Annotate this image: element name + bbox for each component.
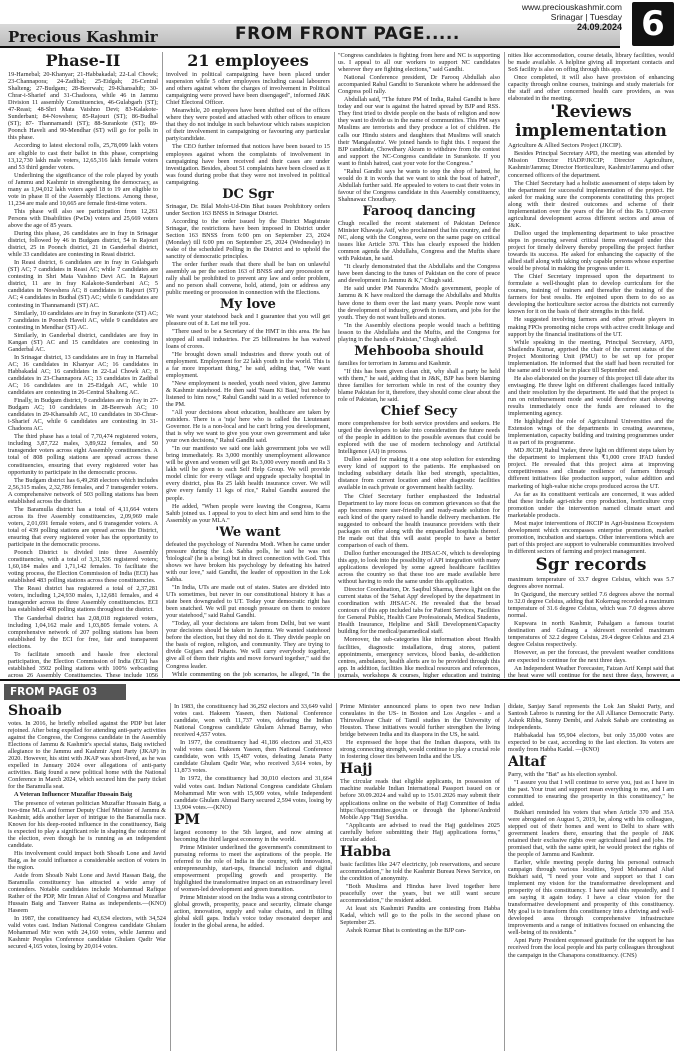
paragraph: Agriculture & Allied Sectors Project (JKCIP). (508, 142, 623, 150)
paragraph: "Rahul Gandhi says he wants to stop the shop of hatred, he would do it in words that we want to sink the boat of hatred", Abdullah further said. He appealed to voters to cast their votes in favour of the Congress candidate in this Assembly constituency, Shahnawaz Choudhary. (338, 167, 500, 203)
paragraph: The order further reads that there shall be ban on unlawful assembly as per the section 163 of BNSS and any procession or rally shall be prohibited to prevent any law and order problem, and no person shall convene, hold, attend, join or address any public meeting or procession in connection with the Elections. (166, 261, 330, 297)
headline-phase-2: Phase-II (45, 52, 121, 70)
paragraph: Srinagar, Dr. Bilal Mohi-Ud-Din Bhat issues Prohibitory orders under Section 163 BNSS in Srinagar District. (166, 202, 330, 217)
paragraph: Besides Principal Secretary APD, the meeting was attended by Mission Director HADP/JKCIP; Director Agriculture, Kashmir/Jammu; Director Horticulture, Kashmir/Jammu and other concerned officers of the department. (508, 150, 674, 179)
bottom-column-2 (174, 703, 332, 1051)
paragraph: "Both Muslims and Hindus have lived together here peacefully over the years, but we still want secure accommodation," the resident added. (340, 882, 500, 905)
paragraph: To facilitate smooth and hassle free electoral participation, the Election Commission of India (ECI) has established 3502 polling stations with 100% webcasting across 26 Assembly Constituencies. These include 1056 (8, 650, 158, 678)
paragraph: At least six Kashmiri Pandits are contesting from Habba Kadal, which will go to the polls in the second phase on September 25. (340, 905, 500, 927)
paragraph: The CEO further informed that notices have been issued to 15 employees against whom the complaints of involvement in campaigning have been received and their cases are under investigation. Besides, about 51 complaints have been closed as it was found during probe that they were not involved in political campaigning. (166, 143, 330, 186)
paragraph: In 1987, the constituency had 43,634 electors, with 34,524 valid votes cast. Indian National Congress candidate Ghulam Mohammad Mir won with 24,160 votes, while Jammu and Kashmir Peoples Conference candidate Ghulam Qadir War secured 4,165 votes, losing by 20,014 votes. (8, 915, 166, 951)
paragraph: However, as per the forecast, the prevalent weather conditions are expected to continue for the next three days. (508, 649, 674, 664)
paragraph: This phase will also see participation from 12,261 Persons with Disabilities (PwDs) voters and 25,669 voters above the age of 85 years. (8, 207, 158, 229)
paragraph: He added, "When people were leaving the Congress, Karra Sahib joined us. I appeal to you to elect him and send him to the Assembly as your MLA." (166, 502, 330, 524)
masthead (0, 0, 680, 50)
paragraph: defeated the psychology of Narendra Modi. When he came under pressure during the Lok Sabha polls, he said he was not 'biological' (he is a being) but in direct connection with God. This shows we have broken his psychology by defeating his hatred with our love," said Gandhi, the leader of opposition in the Lok Sabha. (166, 540, 330, 583)
paragraph: Dulloo asked for making it a one stop solution for extending every kind of support to the patients. He emphasised on including subsidiary details like bed strength, specialities, distance from current location and other diagnostic facilities available in each private or government health facility. (338, 456, 500, 492)
headline-hajj: Hajj (340, 761, 373, 778)
paragraph: Abdullah said, "The future PM of India, Rahul Gandhi is here today and our war is against the hatred spread by BJP and RSS. They first tried to divide people on the basis of religion and now they want to divide us in the name of communities. This PM says Muslims are terrorists and they produce a lot of children. He calls our Hindu sisters and daughters that Muslims will snatch their 'Mangalsutra'. We joined hands to fight this. I request the BJP candidate, Chowdhary Akram to withdraw from the contest and support the NC-Congress candidate in Surankote. If you want to finish hatred, cast your vote for the Congress." (338, 96, 500, 167)
paragraph: In 1972, the constituency had 30,010 electors and 31,664 valid votes cast. Indian National Congress candidate Ghulam Mohammad Mir won with 15,909 votes, while Independent candidate Ghulam Ahmad Barry secured 2,594 votes, losing by 13,904 votes.—(KNO) (174, 775, 332, 811)
paragraph: He suggested involving farmers and other private players in making FPOs promoting niche crops with active credit linkage and support by the financial institutions of the UT. (508, 316, 674, 338)
paragraph: Dulloo further encouraged the JHSAC-N, which is developing this app, to look into the possibility of API integration with many applications developed by some agreed healthcare facilities across the country so that these too are made available here without having to redo the same under this application. (338, 549, 500, 586)
brand-name: Precious Kashmir (8, 28, 158, 46)
paragraph: In 1977, the constituency had 41,186 electors and 31,433 valid votes cast. Hakeem Yaseen, then National Conference candidate, won with 15,487 votes, defeating Janata Party candidate Ghulam Qadir War, who received 3,614 votes, by 11,873 votes. (174, 739, 332, 775)
headline-we-want: 'We want (215, 524, 281, 540)
paragraph: Prime Minister stood on the India was a strong contributor to global growth, prosperity, peace and security, climate change action, innovation, supply and value chains, and in filling global skill gaps. India's voice today resonated deeper and louder in the global arena, he added. (174, 894, 332, 930)
paragraph: The Chief Secretary had a holistic assessment of steps taken by the department for successful implementation of the project. He asked for making sure the components constituting this project along with their desired outcomes and scheme of their implementation over the years of the life of this Rs 1,000-crore agricultural development across different sectors and areas of J&K. (508, 179, 674, 229)
paragraph: Poonch District is divided into three Assembly constituencies, with a total of 3,31,536 registered voters; 1,60,184 males and 1,71,142 females. To facilitate the voting process, the Election Commission of India (ECI) has established 483 polling stations across these constituencies. (8, 549, 158, 585)
paragraph: Bukhari reminded his voters that when Article 370 and 35A were abrogated on August 5, 2019, he, along with his colleagues, stepped out of their homes and went to Delhi to share with government leaders there, ensuring that the people of J&K retained their exclusive rights over agricultural land and jobs. He promised that, with the same spirit, he would protect the rights of the people of Jammu and Kashmir. (508, 808, 674, 858)
paragraph: Apni Party President expressed gratitude for the support he has received from the local people and his party colleagues throughout the campaign in the Chanapora constituency. (CNS) (508, 937, 674, 959)
paragraph: Kupwara in north Kashmir, Pahalgam a famous tourist destination and Gulmarg a skiresort recorded maximum temperatures of 32.2 degree Celsius, 29.4 degree Celsius and 23.4 degree Celsius respectively. (508, 620, 674, 649)
paragraph: Earlier, while meeting people during his personal outreach campaign through various localities, Syed Mohammad Altaf Bukhari said, "I need your vote and support so that I can implement my vision for the transformative development and prosperity of this constituency. I have said this repeatedly, and I am saying it again today. I have a clear vision for the transformative development and prosperity of this constituency. My goal is to transform this constituency into a thriving and well-developed area through comprehensive infrastructure improvements and a range of initiatives focused on enhancing the well-being of its residents." (508, 858, 674, 937)
subheading: A Veteran Influencer Muzaffar Hussain Baig (14, 791, 133, 799)
paragraph: In Qazigund, the mercury settled 7.6 degrees above the normal to 32.0 degree Celsius, adding that Kokernag recorded a maximum temperature of 31.6 degree Celsius, which was 7.0 degrees above normal. (508, 591, 674, 620)
paragraph: 19-Harnebal; 20-Khanyar; 21-Habbakadal; 22-Lal Chowk; 23-Channapora; 24-Zadibal; 25-Eidgah; 26-Central Shalteng; 27-Budgam; 28-Beerwah; 29-Khansahib; 30-Chrar-i-Sharief and 31-Chadoora, while 46 in Jammu Division 11 assembly Constituencies, 46-Gulabgarh (ST); 47-Reasi; 48-Shri Mata Vaishno Devi; 83-Kalakote- Sunderbani; 84-Nowshera; 85-Rajouri (ST); 86-Budhal (ST); 87- Thannamandi (ST); 88-Surankote (ST); 89-Poonch Haveli and 90-Mendhar (ST) will go for polls in this phase. (8, 71, 158, 142)
paragraph: Habbakadal has 95,904 electors, but only 35,000 votes are expected to be cast, according to the last election. Its voters are mostly from Habba Kadal. —(KNO) (508, 732, 674, 754)
bottom-column-3 (340, 703, 500, 1051)
paragraph: In 1983, the constituency had 36,292 electors and 33,649 valid votes cast. Hakeem Yaseen, then National Conference candidate, won with 11,737 votes, defeating the Indian National Congress candidate Ghulam Ahmad Barray, who received 4,557 votes. (174, 703, 332, 739)
website: www.preciouskashmir.com (521, 2, 622, 12)
paragraph: He highlighted the role of Agricultural Universities and the Extension wings of the departments in creating awareness, implementation, capacity building and training programmes under it as part of its programme. (508, 418, 674, 447)
paragraph: families for terrorism in Jammu and Kashmir. (338, 359, 452, 367)
paragraph: An Independent Weather Forecaster, Faizan Arif Kenpi said that the heat wave will continue for the next three days, however, a (508, 664, 674, 678)
paragraph: didate, Sanjay Saraf represents the Lok Jan Shakti Party, and Santosh Labroo is running for the All Alliance Democratic Party. Ashok Ribha, Sunny Dembi, and Ashok Sahab are contesting as independents. (508, 703, 674, 732)
paragraph: largest economy to the 5th largest, and now aiming at becoming the third largest economy in the world. (174, 828, 332, 843)
headline-sgr-records: Sgr records (535, 555, 647, 575)
paragraph: Ashok Kumar Bhat is contesting as the BJP can- (346, 927, 467, 935)
column-3 (338, 52, 500, 678)
paragraph: While commenting on the job scenarios, he alleged, "In the (172, 670, 330, 678)
paragraph: The Baramulla district has a total of 4,11,664 voters across its five Assembly constituencies, 2,09,969 male voters, 2,01,691 female voters, and 6 transgender voters. A total of 439 polling stations are spread across the District, ensuring that every registered voter has the opportunity to participate in the democratic process. (8, 505, 158, 549)
paragraph: "If this has been given clean chit, why shall a party be held with them," he said, adding that in J&K, BJP has been blaming three families for terrorism while in rest of the country they blame Pakistan for it, therefore, they should come clear about the role of Pakistan, he said. (338, 367, 500, 404)
paragraph: The Reasi district has registered a total of 2,37,281 voters, including 1,24,930 males, 1,12,681 females, and 4 transgender across its three Assembly constituencies. ECI has established 408 polling stations throughout the district. (8, 585, 158, 614)
paragraph: His involvement could impact both Shoaib Lone and Javid Baig, as he could influence a considerable section of voters in the region. (8, 849, 166, 871)
paragraph: "New employment is needed, youth need vision, give Jammu & Kashmir statehood. He then said 'Naam Ki Baat,' but nobody listened to him now," Rahul Gandhi said in a veiled reference to the PM. (166, 379, 330, 408)
paragraph: Parry, with the "Bat" as his election symbol. (508, 771, 618, 779)
headline-pm: PM (174, 811, 201, 828)
headline-reviews-implementation: 'Reviews implementation (515, 102, 667, 142)
paragraph: He expressed the hope that the Indian diaspora, with its strong connecting strength, would continue to play a crucial role in fostering closer ties between India and the US. (340, 739, 500, 761)
paragraph: He said under PM Narendra Modi's government, people of Jammu & K have realized the damage the Abdullahs and Muftis have done to them over the last many years. People now want the development of industry, growth in tourism, and jobs for the youth. They do not want bullets and stones. (338, 285, 500, 321)
bottom-column-1 (8, 703, 166, 1051)
column-rule (504, 703, 505, 1051)
column-rule (504, 52, 505, 678)
paragraph: In Srinagar district, 13 candidates are in fray in Harnebal AC; 16 candidates in Khanyar AC; 16 candidates in Habbakadal AC; 16 candidates in 22-Lal Chowk AC; 8 candidates in 23-Channapora AC; 13 candidates in Zadibal AC; 16 candidates are in 25-Eidgah AC, while 10 candidates are contesting in 26-Central Shalteng AC. (8, 353, 158, 397)
paragraph: According to the order issued by the District Magistrate Srinagar, the restrictions have been imposed in District under Section 163 BNSS from 6:00 pm on September 23, 2024 (Monday) till 6:00 pm on September 25, 2024 (Wednesday) in wake of the scheduled Polling in the District and to uphold the sanctity of democratic principles. (166, 217, 330, 261)
headline-my-love: My love (220, 297, 276, 313)
paragraph: He also elaborated on the journey of this project till date after its envisaging. He threw light on different challenges faced initially and their resolution by the department. He said that the project is run on reimbursement mode and would therefore start showing results immediately once the funds are released to the implementing agency. (508, 374, 674, 418)
paragraph: While speaking in the meeting, Principal Secretary, APD, Shailendra Kumar, apprised the chair of the current status of the Project Monitoring Unit (PMU) to be set up for proper implementation. He informed that the staff had been recruited for the same and it would be in place till September end. (508, 338, 674, 374)
headline-shoaib: Shoaib (8, 703, 62, 719)
paragraph: We want your statehood back and I guarantee that you will get pleasure out of it. Let me tell you. (166, 313, 330, 328)
paragraph: According to latest electoral rolls, 25,78,099 lakh voters are eligible to cast their ballot in this phase, comprising 13,12,730 lakh male voters, 12,65,316 lakh female voters and 53 third gender voters. (8, 142, 158, 171)
paragraph: During this phase, 26 candidates are in fray in Srinagar district, followed by 46 in Budgam district, 54 in Rajouri district, 25 in Poonch district, 21 in Ganderbal district, while 33 candidates are contesting in Reasi district. (8, 230, 158, 259)
paragraph: "All your decisions about education, healthcare are taken by outsiders. There is a 'raja' here who is called the Lieutenant Governor. He is a non-local and he can't bring you development, that is why we want to give you your own government and take your own decisions," Rahul Gandhi said. (166, 408, 330, 445)
paragraph: The third phase has a total of 7,70,474 registered voters, including 3,87,722 males, 3,89,922 females, and 50 transgender voters across eight Assembly constituencies. A total of 808 polling stations are spread across these constituencies, ensuring that every registered voter has opportunity to participate in the democratic process. (8, 433, 158, 476)
headline-farooq-dancing: Farooq dancing (362, 203, 476, 219)
paragraph: As far as its constituent verticals are concerned, it was added that these include agri-niche crop production, horticulture crop promotion under the intervention named climate smart and marketable products. (508, 490, 674, 519)
paragraph: The Budgam district has 6,49,268 electors which includes 2,56,315 males, 2,32,786 females, and 7 transgender voters. A comprehensive network of 503 polling stations has been established across the district. (8, 476, 158, 505)
paragraph: Finally, in Budgam district, 9 candidates are in fray in 27-Budgam AC; 10 candidates in 28-Beerwah AC; 10 candidates in 29-Khansahib AC, 10 candidates in 30-Chrar-i-Sharief AC, while 6 candidates are contesting in 31-Chadoora AC. (8, 397, 158, 433)
paragraph: Once completed, it will also have provision of enhancing capacity through online courses, trainings and study materials for the staff and other concerned health care providers, as was elaborated in the meeting. (508, 74, 674, 103)
paragraph: "Congress candidates is fighting from here and NC is supporting us. I appeal to all our workers to support NC candidates wherever they are fighting elections," said Gandhi. (338, 52, 500, 74)
paragraph: In Reasi district, 6 candidates are in fray in Gulabgarh (ST) AC; 7 candidates in Reasi AC; while 7 candidates are contesting in Shri Mata Vaishno Devi AC. In Rajouri district, 11 are in fray Kalakote-Sunderbani AC; 5 candidates in Nowshera AC; 8 candidates in Rajouri (ST) AC; 4 candidates in Budhal (ST) AC; while 6 candidates are contesting in Thannamandi (ST) AC. (8, 259, 158, 309)
headline-chief-secy: Chief Secy (380, 404, 458, 420)
paragraph: "Applicants are advised to read the Hajj guidelines 2025 carefully before submitting their Hajj applications forms," circular added. (340, 821, 500, 843)
paragraph: Director Coordination, Dr. Saqibul Sharma, threw light on the current status of the 'Sehat App' developed by the department in coordination with JHSAC-N. He revealed that the broad contours of this app included tabs for Patient Services, Facilities for General Public, Health Care Professionals, Medical Students, Health Insurance, Helpline and Skill Development/Capacity building for the medical/paramedical staff. (338, 586, 500, 636)
paragraph: Prime Minister announced plans to open two new Indian consulates in the US- in Boston and Los Angeles - and a Thiruvalluvar Chair of Tamil studies in the University of Houston. These initiatives would further strengthen the living bridge between India and its diaspora in the US, he said. (340, 703, 500, 739)
city-day: Srinagar | Tuesday (550, 12, 622, 22)
paragraph: "He brought down small industries and threw youth out of employment. Employment for 22 lakh youth in the world. This is a far more important thing," he said, adding that, "We want employment. (166, 350, 330, 379)
paragraph: "In India, UTs are made out of states. States are divided into UTs sometimes, but never in our constitutional history it has a state been downgraded to UT. Today your democratic right has been snatched. We will put enough pressure on them to restore your statehood," said Rahul Gandhi. (166, 584, 330, 620)
paragraph: maximum temperature of 33.7 degree Celsius, which was 5.7 degrees above normal. (508, 576, 674, 591)
column-2 (166, 52, 330, 678)
issue-meta (522, 2, 622, 32)
paragraph: Most major interventions of JKCIP in Agri-business Ecosystem development which encompasses enterprise promotion, market promotion, incubation and startups. Other interventions which are part of this project are support to vulnerable communities involved in different sectors of farming and project management. (508, 519, 674, 555)
paragraph: MD JKCIP, Rahul Yadav, threw light on different steps taken by the department to implement this ₹1,000 crore IFAD funded project. He revealed that this project aims at improving competitiveness and climate resilience of farmers through different initiatives like production support, value addition and marketing of high-value niche crops produced across the UT. (508, 447, 674, 490)
paragraph: "There used to be a Secretary of the HMT in this area. He has stopped all small industries. For 25 billionaires he has waived loans of crores. (166, 328, 330, 350)
paragraph: The Ganderbal district has 2,08,018 registered voters, including 1,04,162 male and 1,03,805 female voters. A comprehensive network of 207 polling stations has been established by the ECI for free, fair and transparent elections. (8, 614, 158, 650)
paragraph: Underlining the significance of the role played by youth of Jammu and Kashmir in strengthening the democracy, as many as 1,94,012 lakh voters aged 18 to 19 are eligible to vote in phase II of the Assembly Elections. Among these, 11,234 are male and 10,665 are female first-time voters. (8, 171, 158, 207)
paragraph: Prime Minister underlined the government's commitment to pursuing reforms to meet the aspirations of the people. He referred to the role of India in the country, with innovation, entrepreneurship, start-ups, financial inclusion and digital empowerment propelling growth and prosperity. He highlighted the transformative impact on an extraordinary level of women-led development and green transition. (174, 843, 332, 894)
column-4 (508, 52, 674, 678)
paragraph: Aside from Shoaib Nabi Lone and Javid Hassan Baig, the Baramulla constituency has attracted a wide array of contenders. Notable candidates include Mohammad Rafique Rather of the PDP, Mir Imran Altaf of Congress and Muzaffar Hussain Baig and Tanveer Raina as independents.—(KNO) Haseem (8, 871, 166, 915)
paragraph: votes. In 2016, he briefly rebelled against the PDP but later rejoined. After being expelled for attending anti-party activities against the Congress, the Congress candidate in the Assembly Elections of Jammu & Kashmir's special status, Baig switched allegiance to the Jammu and Kashmir Apni Party (JKAP) in 2020. However, his stint with JKAP was short-lived, as he was expelled in January 2024 over allegations of anti-party activities. Baig found a new political home with the National Conference in March 2024, which secured him the party ticket for the Baramulla seat. (8, 720, 166, 791)
issue-date: 24.09.2024 (576, 22, 622, 32)
paragraph: "I assure you that I will continue to serve you, just as I have in the past. Your trust and support mean everything to me, and I am committed to ensuring the prosperity in this constituency," he added. (508, 779, 674, 808)
paragraph: "In our manifesto we said one lakh government jobs we will bring immediately. Rs 3,000 monthly unemployment allowance will be given and women will get Rs 3,000 every month and Rs 3 lakh will be given to each Self Help Group. We will provide model clinic for every village and upgrade specialty hospital in every district, plus Rs 25 lakh health insurance cover. We will give every family 11 kgs of rice," Rahul Gandhi assured the people. (166, 445, 330, 502)
paragraph: Similarly, 10 candidates are in fray in Surankote (ST) AC; 7 candidates in Poonch Haveli AC, while 9 candidates are contesting in Mendhar (ST) AC. (8, 309, 158, 331)
column-rule (162, 52, 163, 678)
paragraph: Chugh recalled the recent statement of Pakistan Defence Minister Khawaja Asif, who proclaimed that his country, and the NC, along with the Congress, were on the same page on critical issues like Article 370. This has clearly exposed the hidden common agenda the Abdullahs, Congress and the Muftis share with Pakistan, he said. (338, 219, 500, 263)
paragraph: "In the Assembly elections people would teach a befitting lesson to the Abdullahs and the Muftis, and the Congress for playing in the hands of Pakistan," Chugh added. (338, 321, 500, 343)
paragraph: nities like accommodation, course details, library facilities, would be made available. A helpline giving all important contacts and SoS facility is also on offing through this app. (508, 52, 674, 74)
headline-21-employees: 21 employees (187, 52, 309, 70)
paragraph: National Conference president, Dr Farooq Abdullah also accompanied Rahul Gandhi to Surankote where he addressed the Congress poll rally. (338, 74, 500, 96)
headline-altaf: Altaf (508, 754, 546, 771)
section-divider (0, 679, 680, 681)
paragraph: Dulloo urged the implementing department to take proactive steps in procuring several critical items envisaged under this project for timely delivery thereby propelling the project further towards its success. He asked for enhancing the capacity of the allied staff along with taking only capable persons whose expertise would be pivotal in making the progress under it. (508, 229, 674, 273)
paragraph: Meanwhile, 20 employees have been shifted out of the offices where they were posted and attached with other offices to ensure that they do not indulge in such behaviour which raises suspicion of their involvement in campaigning or favouring any particular party/candidate. (166, 107, 330, 143)
from-page-label: FROM PAGE 03 (4, 684, 126, 700)
column-rule (336, 703, 337, 1051)
paragraph: The circular reads that eligible applicants, in possession of machine readable Indian International Passport issued on or before 30.09.2024 and valid up to 15.01.2026 may submit their applications online on the website of Hajj Committee of India https://hajcommittee.gov.in or through the Iphone/Android Mobile App "Hajj Suvidha. (340, 778, 500, 821)
paragraph: more comprehensive for both service providers and seekers. He urged the developers to take into consideration the future needs of the people in addition to the possible avenues that could be explored with the use of modern technology and Artificial Intelligence (AI) in process. (338, 420, 500, 456)
paragraph: "It clearly demonstrated that the Abdullahs and the Congress have been dancing to the tunes of Pakistan on the core of peace and development in Jammu & K," Chugh said. (338, 263, 500, 285)
column-rule (334, 52, 335, 678)
page-number: 6 (632, 2, 674, 46)
paragraph: "Today, all your decisions are taken from Delhi, but we want your decisions should be taken in Jammu. We wanted statehood before the election, but they did not do it. They divide people on the basis of region, religion, and community. They are trying to divide Gujjars and Paharis. We will carry everybody together, give all of them their rights and move forward together," said the Congress leader. (166, 620, 330, 670)
paragraph: basic facilities like 24/7 electricity, job reservations, and secure accommodation," he told the Kashmir Bureau News Service, on the condition of anonymity. (340, 860, 500, 882)
paragraph: involved in political campaigning have been placed under suspension while 5 other employees including casual labourers and others against whom the charges of involvement in Political campaigning were proved have been disengaged", informed J&K Chief Electoral Officer. (166, 71, 330, 107)
paragraph: The Chief Secretary further emphasized the Industrial Department to lay more focus on common grievances so that the app becomes more user-friendly and ready-made solution for each kind of the query raised to handle delivery mechanism. He suggested to onboard the health insurance providers with their packages on offer along with the empanelled hospitals thereof. He made out that this will assist people to have a better comparison of each of them. (338, 492, 500, 549)
column-1 (8, 52, 158, 678)
headline-mehbooba-should: Mehbooba should (354, 343, 484, 359)
headline-dc-sgr: DC Sgr (222, 186, 274, 202)
headline-habba: Habba (340, 843, 391, 860)
column-rule (170, 703, 171, 1051)
paragraph: The Chief Secretary impressed upon the department to formulate a well-thought plan to develop curriculum for the courses, training of trainers and thereafter the training of the farmers for best results. He enjoined upon them to do so as developing the horticulture sector across the districts not currently known for it on the basis of their strengths in this field. (508, 273, 674, 316)
paragraph: Similarly, in Ganderbal district, candidates are fray in Kangan (ST) AC and 15 candidates are contesting in Ganderbal AC. (8, 331, 158, 353)
paragraph: The presence of veteran politician Muzaffar Hussain Baig, a two-time MLA and former Deputy Chief Minister of Jammu & Kashmir, adds another layer of intrigue to the Baramulla race. Known for his deep-rooted influence in the constituency, Baig is expected to play a significant role in shaping the outcome of the election, even though he is running as an independent candidate. (8, 799, 166, 849)
bottom-column-4 (508, 703, 674, 1051)
paragraph: Moreover, the sub-categories like information about Health facilities, diagnostic installations, drug stores, patient appointments, emergency services, blood banks, de-addiction centres, ambulance, health alerts are to be provided through this app. In addition, facilities like medical resources and references, journals, workshops & courses, higher education and training (338, 636, 500, 678)
section-title: FROM FRONT PAGE..... (235, 24, 460, 44)
